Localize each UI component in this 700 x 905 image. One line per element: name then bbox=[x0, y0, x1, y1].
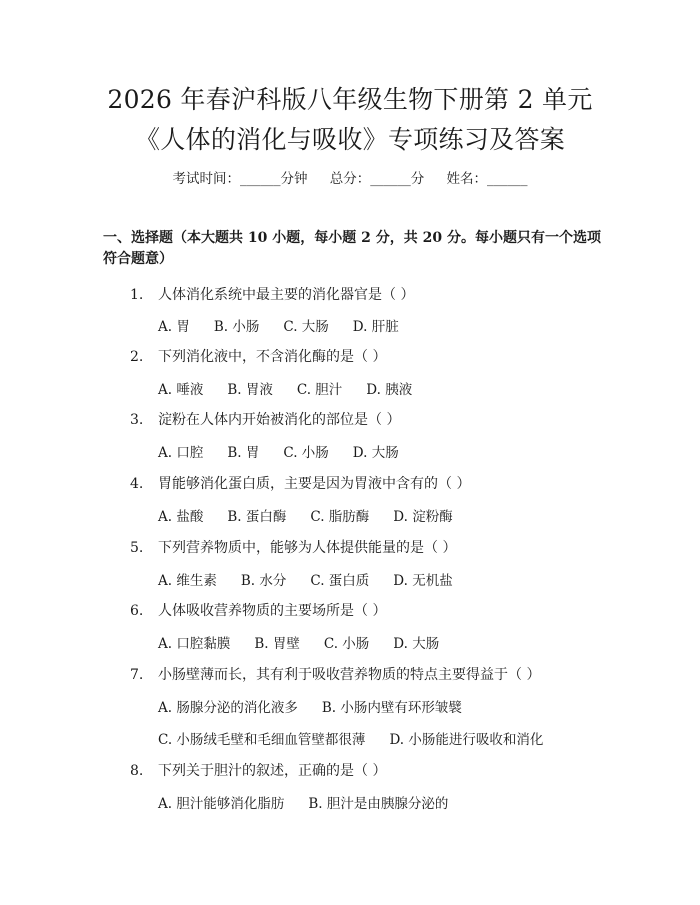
option: D. 无机盐 bbox=[393, 573, 453, 589]
section-heading: 一、选择题（本大题共 10 小题，每小题 2 分，共 20 分。每小题只有一个选项符合题意） bbox=[103, 230, 601, 267]
question-number: 7. bbox=[130, 667, 144, 683]
question-text: 人体消化系统中最主要的消化器官是（ ） bbox=[158, 287, 415, 303]
option: C. 蛋白质 bbox=[310, 573, 370, 589]
option: C. 大肠 bbox=[283, 319, 329, 335]
question bbox=[130, 284, 414, 304]
option: A. 肠腺分泌的消化液多 bbox=[158, 700, 298, 716]
question-text: 小肠壁薄而长，其有利于吸收营养物质的特点主要得益于（ ） bbox=[158, 667, 541, 683]
question-text: 下列营养物质中，能够为人体提供能量的是（ ） bbox=[158, 540, 457, 556]
option: D. 大肠 bbox=[393, 636, 440, 652]
option: C. 胆汁 bbox=[296, 382, 343, 398]
option: C. 小肠 bbox=[283, 445, 329, 461]
question-text: 下列消化液中，不含消化酶的是（ ） bbox=[158, 349, 387, 365]
question-options bbox=[158, 505, 477, 525]
option: A. 盐酸 bbox=[158, 509, 204, 525]
question-number: 5. bbox=[130, 540, 144, 556]
option: B. 胆汁是由胰腺分泌的 bbox=[308, 796, 449, 812]
option: C. 小肠 bbox=[323, 636, 370, 652]
question-options bbox=[158, 728, 567, 748]
question-options bbox=[158, 792, 472, 812]
question-text: 胃能够消化蛋白质，主要是因为胃液中含有的（ ） bbox=[158, 476, 471, 492]
question bbox=[130, 760, 386, 780]
option: D. 胰液 bbox=[366, 382, 413, 398]
option: A. 口腔黏膜 bbox=[158, 636, 231, 652]
option: A. 胃 bbox=[158, 319, 190, 335]
option: A. 维生素 bbox=[158, 573, 217, 589]
question-number: 1. bbox=[130, 287, 144, 303]
option: B. 水分 bbox=[240, 573, 287, 589]
question-text: 下列关于胆汁的叙述，正确的是（ ） bbox=[158, 763, 387, 779]
question bbox=[130, 600, 386, 620]
option: B. 胃液 bbox=[227, 382, 273, 398]
question bbox=[130, 409, 400, 429]
option: A. 唾液 bbox=[158, 382, 204, 398]
exam-time: 考试时间：______分钟 bbox=[172, 171, 308, 187]
question-number: 8. bbox=[130, 763, 144, 779]
question-options bbox=[158, 378, 436, 398]
option: C. 小肠绒毛壁和毛细血管壁都很薄 bbox=[158, 732, 366, 748]
exam-meta bbox=[0, 167, 700, 187]
exam-score: 总分：______分 bbox=[329, 171, 425, 187]
doc-title-line2: 《人体的消化与吸收》专项练习及答案 bbox=[134, 125, 566, 154]
question bbox=[130, 537, 456, 557]
option: B. 小肠内壁有环形皱襞 bbox=[321, 700, 462, 716]
question-number: 2. bbox=[130, 349, 144, 365]
question-number: 6. bbox=[130, 603, 144, 619]
question bbox=[130, 473, 470, 493]
option: B. 胃壁 bbox=[254, 636, 300, 652]
question-options bbox=[158, 696, 486, 716]
option: A. 胆汁能够消化脂肪 bbox=[158, 796, 285, 812]
option: D. 肝脏 bbox=[352, 319, 399, 335]
option: D. 小肠能进行吸收和消化 bbox=[389, 732, 544, 748]
doc-title-line1: 2026 年春沪科版八年级生物下册第 2 单元 bbox=[107, 85, 593, 114]
question-number: 3. bbox=[130, 412, 144, 428]
question bbox=[130, 664, 540, 684]
question-options bbox=[158, 441, 423, 461]
option: D. 淀粉酶 bbox=[393, 509, 453, 525]
option: B. 胃 bbox=[227, 445, 260, 461]
option: B. 蛋白酶 bbox=[227, 509, 287, 525]
option: B. 小肠 bbox=[213, 319, 260, 335]
question-text: 人体吸收营养物质的主要场所是（ ） bbox=[158, 603, 387, 619]
option: C. 脂肪酶 bbox=[310, 509, 370, 525]
question-text: 淀粉在人体内开始被消化的部位是（ ） bbox=[158, 412, 401, 428]
option: D. 大肠 bbox=[352, 445, 399, 461]
question-options bbox=[158, 632, 463, 652]
option: A. 口腔 bbox=[158, 445, 204, 461]
question-options bbox=[158, 569, 477, 589]
question-options bbox=[158, 315, 423, 335]
question bbox=[130, 346, 386, 366]
exam-name: 姓名：______ bbox=[446, 171, 528, 187]
question-number: 4. bbox=[130, 476, 144, 492]
